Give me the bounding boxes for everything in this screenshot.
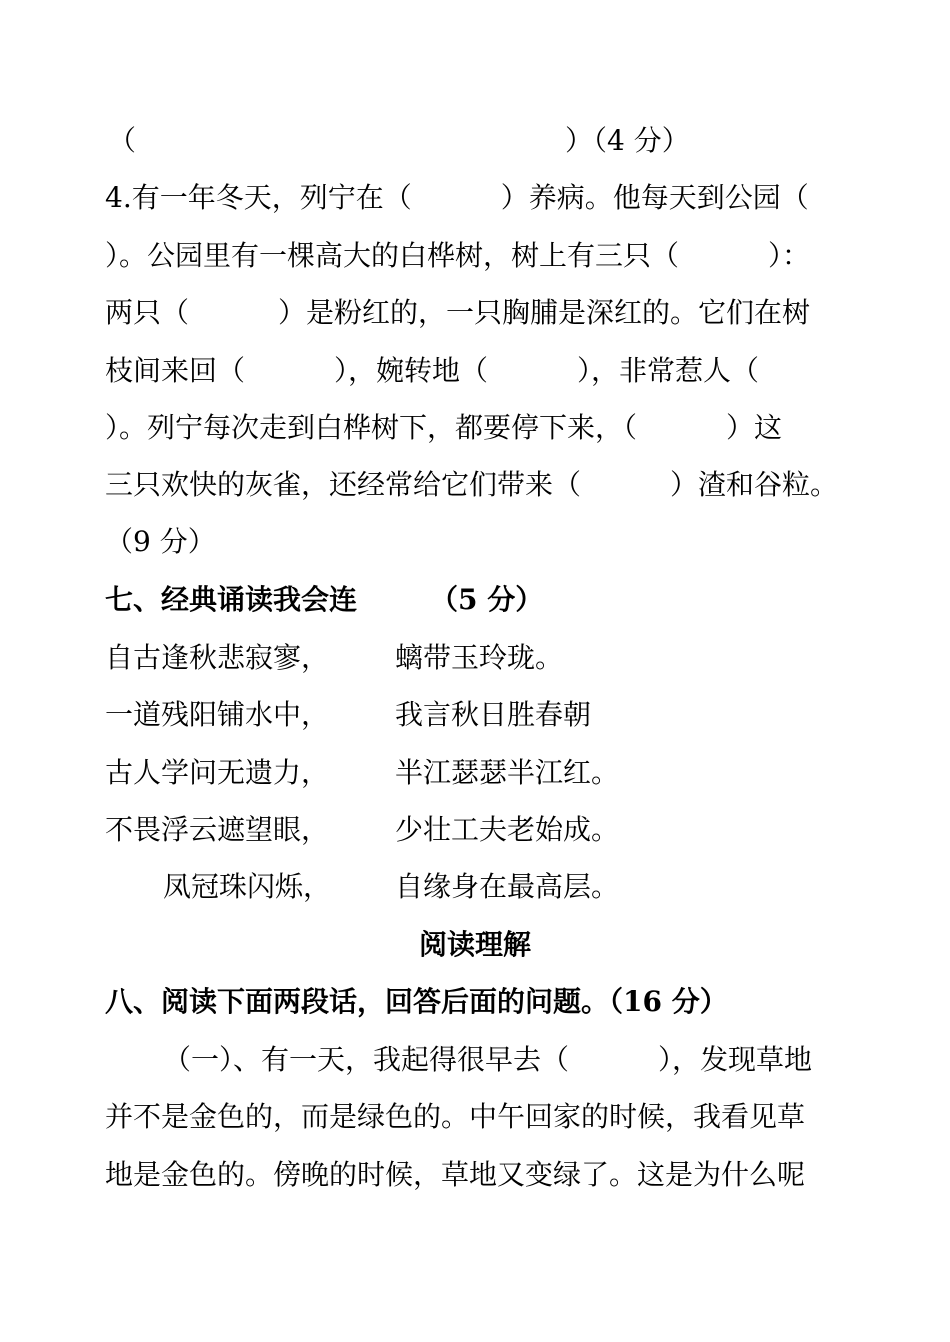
q3-close-paren-score: ）（4 分） [565,124,690,157]
q4-line-6-text: 三只欢快的灰雀，还经常给它们带来（ ）渣和谷粒。 [105,468,839,501]
q4-line-2-text: ）。公园里有一棵高大的白桦树，树上有三只（ ）： [105,239,811,272]
reading-heading: 阅读理解 [418,928,531,961]
q3-open-paren: （ [108,124,137,157]
poem-left-5: 凤冠珠闪烁， [163,870,332,903]
poem-left-1: 自古逢秋悲寂寥， [105,641,330,674]
section7-title: 七、经典诵读我会连 [105,583,358,616]
poem-right-1: 螭带玉玲珑。 [395,641,564,674]
poem-right-2: 我言秋日胜春朝 [395,698,592,731]
q4-line-3-text: 两只（ ）是粉红的，一只胸脯是深红的。它们在树 [105,296,811,329]
poem-right-3: 半江瑟瑟半江红。 [395,756,620,789]
section8-title: 八、阅读下面两段话，回答后面的问题。（16 分） [105,985,728,1018]
poem-right-4: 少壮工夫老始成。 [395,813,620,846]
poem-left-2: 一道残阳铺水中， [105,698,330,731]
q4-score-text: （9 分） [105,525,216,558]
section8-para-line-3 [0,1155,950,1235]
poem-left-4: 不畏浮云遮望眼， [105,813,330,846]
poem-left-3: 古人学问无遗力， [105,756,330,789]
section8-para-line-2-text: 并不是金色的，而是绿色的。中午回家的时候，我看见草 [105,1100,806,1133]
poem-right-5: 自缘身在最高层。 [395,870,620,903]
section7-score: （5 分） [430,583,544,616]
section8-para-line-3-text: 地是金色的。傍晚的时候，草地又变绿了。这是为什么呢 [105,1158,806,1191]
section8-para-line-1-text: （一）、有一天，我起得很早去（ ），发现草地 [163,1043,813,1076]
q4-line-1-text: 4.有一年冬天，列宁在（ ）养病。他每天到公园（ [105,181,809,214]
q4-line-5-text: ）。列宁每次走到白桦树下，都要停下来，（ ）这 [105,411,783,444]
q4-line-4-text: 枝间来回（ ），婉转地（ ），非常惹人（ [105,354,760,387]
